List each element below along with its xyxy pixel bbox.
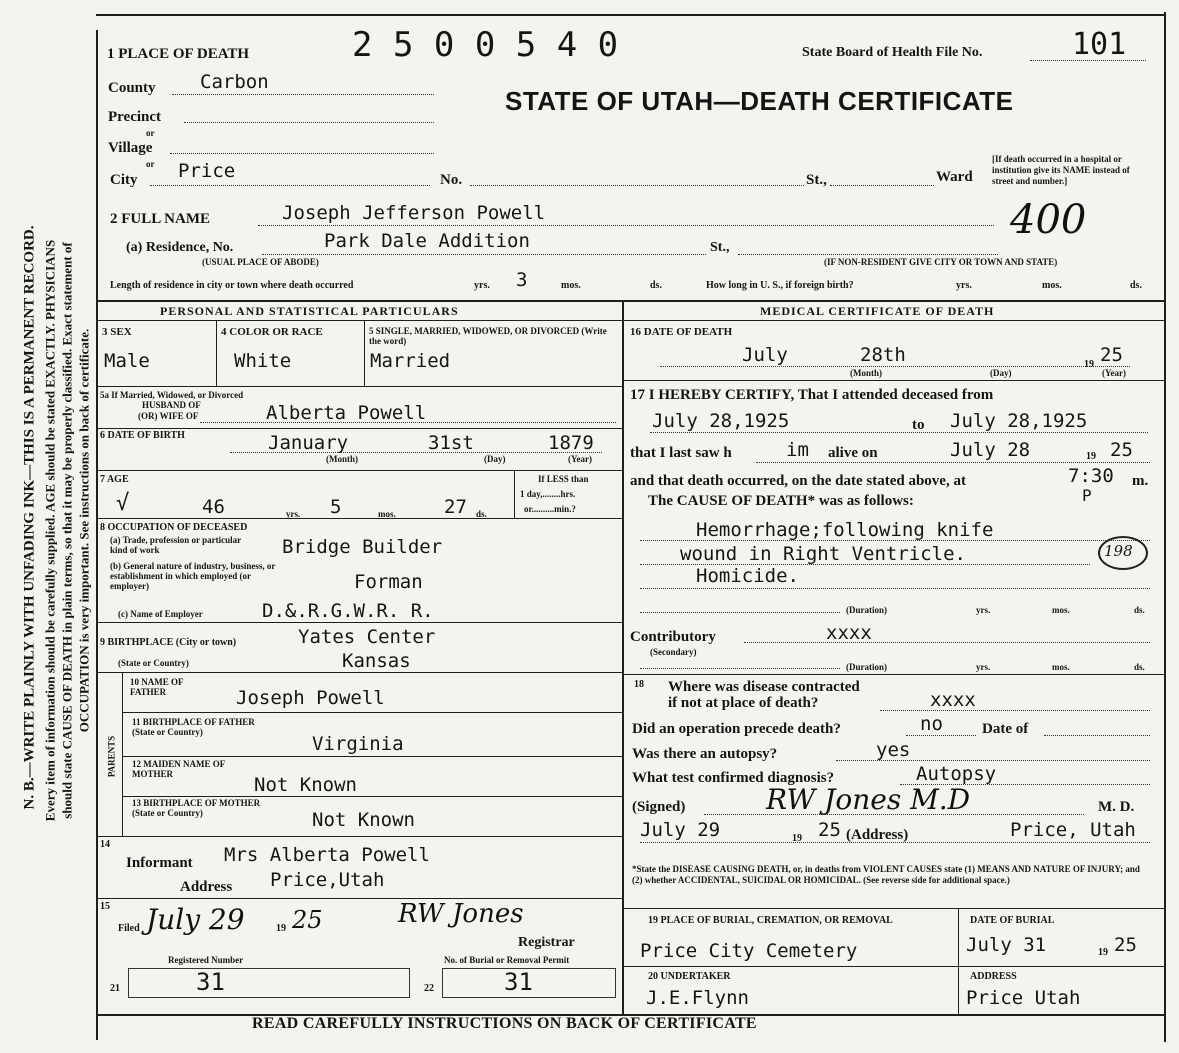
attended-from-date: July 28,1925 (652, 410, 790, 432)
death-year-label: (Year) (1102, 368, 1126, 378)
mother-value: Not Known (254, 774, 357, 796)
undertaker-address: Price Utah (966, 987, 1081, 1009)
frame-left (96, 30, 98, 1040)
duration-mos-1: mos. (1052, 605, 1070, 615)
alive-year: 25 (1110, 439, 1133, 461)
burial-date-label: DATE OF BURIAL (970, 915, 1055, 926)
burial-place-label: 19 PLACE OF BURIAL, CREMATION, OR REMOVAL (648, 915, 893, 926)
duration-yrs-1: yrs. (976, 605, 991, 615)
death-occurred-label: and that death occurred, on the date stated above, at (630, 473, 966, 489)
death-year-prefix: 19 (1084, 359, 1094, 370)
occupation-label: 8 OCCUPATION OF DECEASED (100, 522, 248, 533)
death-day-label: (Day) (990, 368, 1012, 378)
full-name-value: Joseph Jefferson Powell (282, 202, 546, 224)
spouse-label-1: 5a If Married, Widowed, or Divorced (100, 390, 244, 400)
dob-month-label: (Month) (326, 454, 358, 464)
informant-label: Informant (126, 855, 193, 871)
test-diagnosis-label: What test confirmed diagnosis? (632, 770, 835, 786)
signed-year-prefix: 19 (792, 833, 802, 844)
place-of-death-label: 1 PLACE OF DEATH (107, 46, 250, 62)
filed-label: Filed (118, 923, 140, 934)
cause-line-1: Hemorrhage;following knife (696, 519, 994, 541)
city-value: Price (178, 160, 236, 182)
length-yrs-value: 3 (516, 269, 528, 291)
item-21-number: 21 (110, 983, 120, 994)
filed-year: 25 (292, 906, 323, 934)
death-year: 25 (1100, 344, 1123, 366)
father-value: Joseph Powell (236, 687, 385, 709)
informant-value: Mrs Alberta Powell (224, 844, 430, 866)
birthplace-city: Yates Center (298, 626, 436, 648)
registrar-label: Registrar (518, 935, 575, 950)
time-m-label: m. (1132, 473, 1149, 489)
disease-contracted-label-2: if not at place of death? (668, 695, 819, 711)
village-label: Village (108, 140, 153, 156)
sex-label: 3 SEX (102, 326, 132, 338)
mother-birthplace: Not Known (312, 809, 415, 831)
less-than-label-1: If LESS than (538, 474, 589, 484)
autopsy-value: yes (876, 739, 911, 761)
certificate-title: STATE OF UTAH—DEATH CERTIFICATE (505, 86, 1014, 116)
registered-number-box (128, 968, 410, 998)
test-diagnosis-value: Autopsy (916, 763, 997, 785)
cause-line-3: Homicide. (696, 565, 799, 587)
less-than-label-2: 1 day,........hrs. (520, 489, 576, 499)
medical-heading: MEDICAL CERTIFICATE OF DEATH (760, 304, 995, 318)
duration-yrs-2: yrs. (976, 662, 991, 672)
sex-value: Male (104, 350, 150, 372)
filed-year-prefix: 19 (276, 923, 286, 934)
registered-number: 31 (196, 968, 225, 996)
certificate-number: 2 5 0 0 5 4 0 (352, 25, 619, 65)
us-yrs-label: yrs. (956, 280, 972, 291)
personal-heading: PERSONAL AND STATISTICAL PARTICULARS (160, 304, 459, 318)
burial-year: 25 (1114, 934, 1137, 956)
spouse-value: Alberta Powell (266, 402, 427, 424)
duration-ds-1: ds. (1134, 605, 1145, 615)
mother-label: 12 MAIDEN NAME OF MOTHER (132, 759, 225, 779)
age-yrs-label: yrs. (286, 509, 301, 519)
ward-note: [If death occurred in a hospital or institution give its NAME instead of street and number.] (992, 154, 1130, 186)
item-18-number: 18 (634, 679, 644, 690)
item-22-number: 22 (424, 983, 434, 994)
spouse-label-3: (OR) WIFE OF (138, 411, 199, 421)
side-line-4: OCCUPATION is very important. See instructions on back of certificate. (76, 328, 92, 733)
less-than-label-3: or..........min.? (524, 504, 576, 514)
undertaker-address-label: ADDRESS (970, 971, 1017, 982)
father-birthplace-label: 11 BIRTHPLACE OF FATHER (State or Country) (132, 717, 255, 737)
alive-on-date: July 28 (950, 439, 1031, 461)
us-ds-label: ds. (1130, 280, 1142, 291)
marital-label: 5 SINGLE, MARRIED, WIDOWED, OR DIVORCED (Write the word) (369, 326, 607, 346)
certify-label: 17 I HEREBY CERTIFY, That I attended deceased from (630, 387, 994, 403)
ward-handwritten: 400 (1010, 197, 1087, 243)
birthplace-label: 9 BIRTHPLACE (City or town) (100, 637, 237, 648)
dob-year-label: (Year) (568, 454, 592, 464)
cause-footnote: *State the DISEASE CAUSING DEATH, or, in deaths from VIOLENT CAUSES state (1) MEANS AND NATURE OF INJURY; and (2) whether ACCIDENTAL, SUICIDAL OR HOMICIDAL. (See reverse side for additional space.) (632, 864, 1140, 885)
age-yrs: 46 (202, 496, 225, 518)
side-line-3: should state CAUSE OF DEATH in plain terms, so that it may be properly classified. Exact statement of (59, 242, 75, 819)
county-label: County (108, 80, 156, 96)
color-label: 4 COLOR OR RACE (221, 326, 323, 338)
operation-label: Did an operation precede death? (632, 721, 841, 737)
cause-code: 198 (1104, 542, 1133, 560)
time-pm: P (1082, 486, 1092, 505)
length-yrs-label: yrs. (474, 280, 490, 291)
nonresident-label: (IF NON-RESIDENT GIVE CITY OR TOWN AND STATE) (824, 257, 1058, 267)
burial-permit-label: No. of Burial or Removal Permit (444, 955, 570, 965)
employer-label: (c) Name of Employer (118, 609, 203, 619)
signed-year: 25 (818, 819, 841, 841)
last-saw-value: im (786, 439, 809, 461)
section-divider (96, 300, 1164, 302)
age-ds-label: ds. (476, 509, 487, 519)
occupation-b-value: Forman (354, 571, 423, 593)
contributory-label: Contributory (630, 629, 716, 645)
usual-abode-label: (USUAL PLACE OF ABODE) (202, 257, 319, 267)
occupation-b-label: (b) General nature of industry, business, or establishment in which employed (or employer) (110, 561, 276, 591)
secondary-label: (Secondary) (650, 647, 697, 657)
spouse-label-2: HUSBAND OF (142, 400, 201, 410)
death-month-label: (Month) (850, 368, 882, 378)
dob-day: 31st (428, 432, 474, 454)
registered-number-label: Registered Number (168, 955, 244, 965)
side-line-2: Every item of information should be carefully supplied. AGE should be stated EXACTLY. PHYSICIANS (42, 239, 58, 822)
item-15-number: 15 (100, 901, 110, 912)
birthplace-state-label: (State or Country) (118, 658, 189, 668)
frame-top (96, 14, 1166, 16)
file-number-label: State Board of Health File No. (802, 45, 983, 60)
cause-line-2: wound in Right Ventricle. (680, 543, 966, 565)
burial-date: July 31 (966, 934, 1047, 956)
dob-month: January (268, 432, 349, 454)
residence-label: (a) Residence, No. (126, 240, 234, 255)
us-mos-label: mos. (1042, 280, 1062, 291)
burial-place-value: Price City Cemetery (640, 940, 858, 962)
dob-day-label: (Day) (484, 454, 506, 464)
duration-label-1: (Duration) (846, 605, 887, 615)
full-name-label: 2 FULL NAME (110, 211, 211, 227)
marital-value: Married (370, 350, 451, 372)
autopsy-label: Was there an autopsy? (632, 746, 778, 762)
occupation-a-value: Bridge Builder (282, 536, 443, 558)
occupation-a-label: (a) Trade, profession or particular kind of work (110, 535, 241, 555)
physician-address: Price, Utah (1010, 819, 1136, 841)
side-line-1: N. B.—WRITE PLAINLY WITH UNFADING INK—THIS IS A PERMANENT RECORD. (21, 225, 38, 810)
color-value: White (234, 350, 292, 372)
dob-label: 6 DATE OF BIRTH (100, 430, 185, 441)
father-birthplace: Virginia (312, 733, 404, 755)
employer-value: D.&.R.G.W.R. R. (262, 600, 434, 622)
disease-contracted-label-1: Where was disease contracted (668, 679, 860, 695)
alive-on-label: alive on (828, 445, 878, 461)
city-label: City (110, 172, 138, 188)
date-of-death-label: 16 DATE OF DEATH (630, 326, 733, 338)
file-number: 101 (1072, 27, 1127, 62)
length-mos-label: mos. (561, 280, 581, 291)
duration-mos-2: mos. (1052, 662, 1070, 672)
informant-address-label: Address (180, 879, 233, 895)
operation-value: no (920, 713, 943, 735)
cause-label: The CAUSE OF DEATH* was as follows: (648, 493, 914, 509)
attended-to-date: July 28,1925 (950, 410, 1088, 432)
county-value: Carbon (200, 71, 269, 93)
duration-label-2: (Duration) (846, 662, 887, 672)
filed-date: July 29 (146, 903, 245, 936)
age-check: √ (116, 491, 130, 516)
death-time: 7:30 (1068, 465, 1114, 487)
st-label: St., (806, 172, 827, 188)
informant-address: Price,Utah (270, 869, 385, 891)
to-label: to (912, 417, 925, 433)
age-mos: 5 (330, 496, 342, 518)
length-residence-label: Length of residence in city or town where death occurred (110, 280, 354, 291)
registrar-signature: RW Jones (398, 899, 524, 929)
burial-year-prefix: 19 (1098, 947, 1108, 958)
death-month: July (742, 344, 788, 366)
frame-right (1164, 12, 1166, 1042)
or-label-2: or (146, 159, 155, 169)
signed-date: July 29 (640, 819, 721, 841)
physician-signature: RW Jones M.D (766, 783, 971, 816)
disease-contracted-value: xxxx (930, 689, 976, 711)
signed-label: (Signed) (632, 799, 686, 815)
alive-year-prefix: 19 (1086, 451, 1096, 462)
duration-ds-2: ds. (1134, 662, 1145, 672)
last-saw-label: that I last saw h (630, 445, 732, 461)
us-label: How long in U. S., if foreign birth? (706, 280, 854, 291)
precinct-label: Precinct (108, 109, 162, 125)
item-14-number: 14 (100, 839, 110, 850)
father-label: 10 NAME OF FATHER (130, 677, 184, 697)
dob-year: 1879 (548, 432, 594, 454)
length-ds-label: ds. (650, 280, 662, 291)
no-label: No. (440, 172, 463, 188)
or-label-1: or (146, 128, 155, 138)
physician-address-label: (Address) (846, 827, 909, 843)
age-mos-label: mos. (378, 509, 396, 519)
footer-instructions: READ CAREFULLY INSTRUCTIONS ON BACK OF CERTIFICATE (252, 1015, 757, 1032)
burial-permit-number: 31 (504, 968, 533, 996)
birthplace-state: Kansas (342, 650, 411, 672)
residence-value: Park Dale Addition (324, 230, 530, 252)
md-label: M. D. (1098, 799, 1135, 815)
contributory-value: xxxx (826, 622, 872, 644)
age-ds: 27 (444, 496, 467, 518)
undertaker-label: 20 UNDERTAKER (648, 971, 731, 982)
mother-birthplace-label: 13 BIRTHPLACE OF MOTHER (State or Country) (132, 798, 261, 818)
operation-date-label: Date of (982, 721, 1029, 737)
ward-label: Ward (936, 169, 973, 185)
residence-st-label: St., (710, 240, 730, 255)
parents-label: PARENTS (106, 735, 117, 778)
undertaker-value: J.E.Flynn (646, 987, 749, 1009)
death-day: 28th (860, 344, 906, 366)
side-instructions (0, 0, 95, 1053)
age-label: 7 AGE (100, 474, 129, 485)
